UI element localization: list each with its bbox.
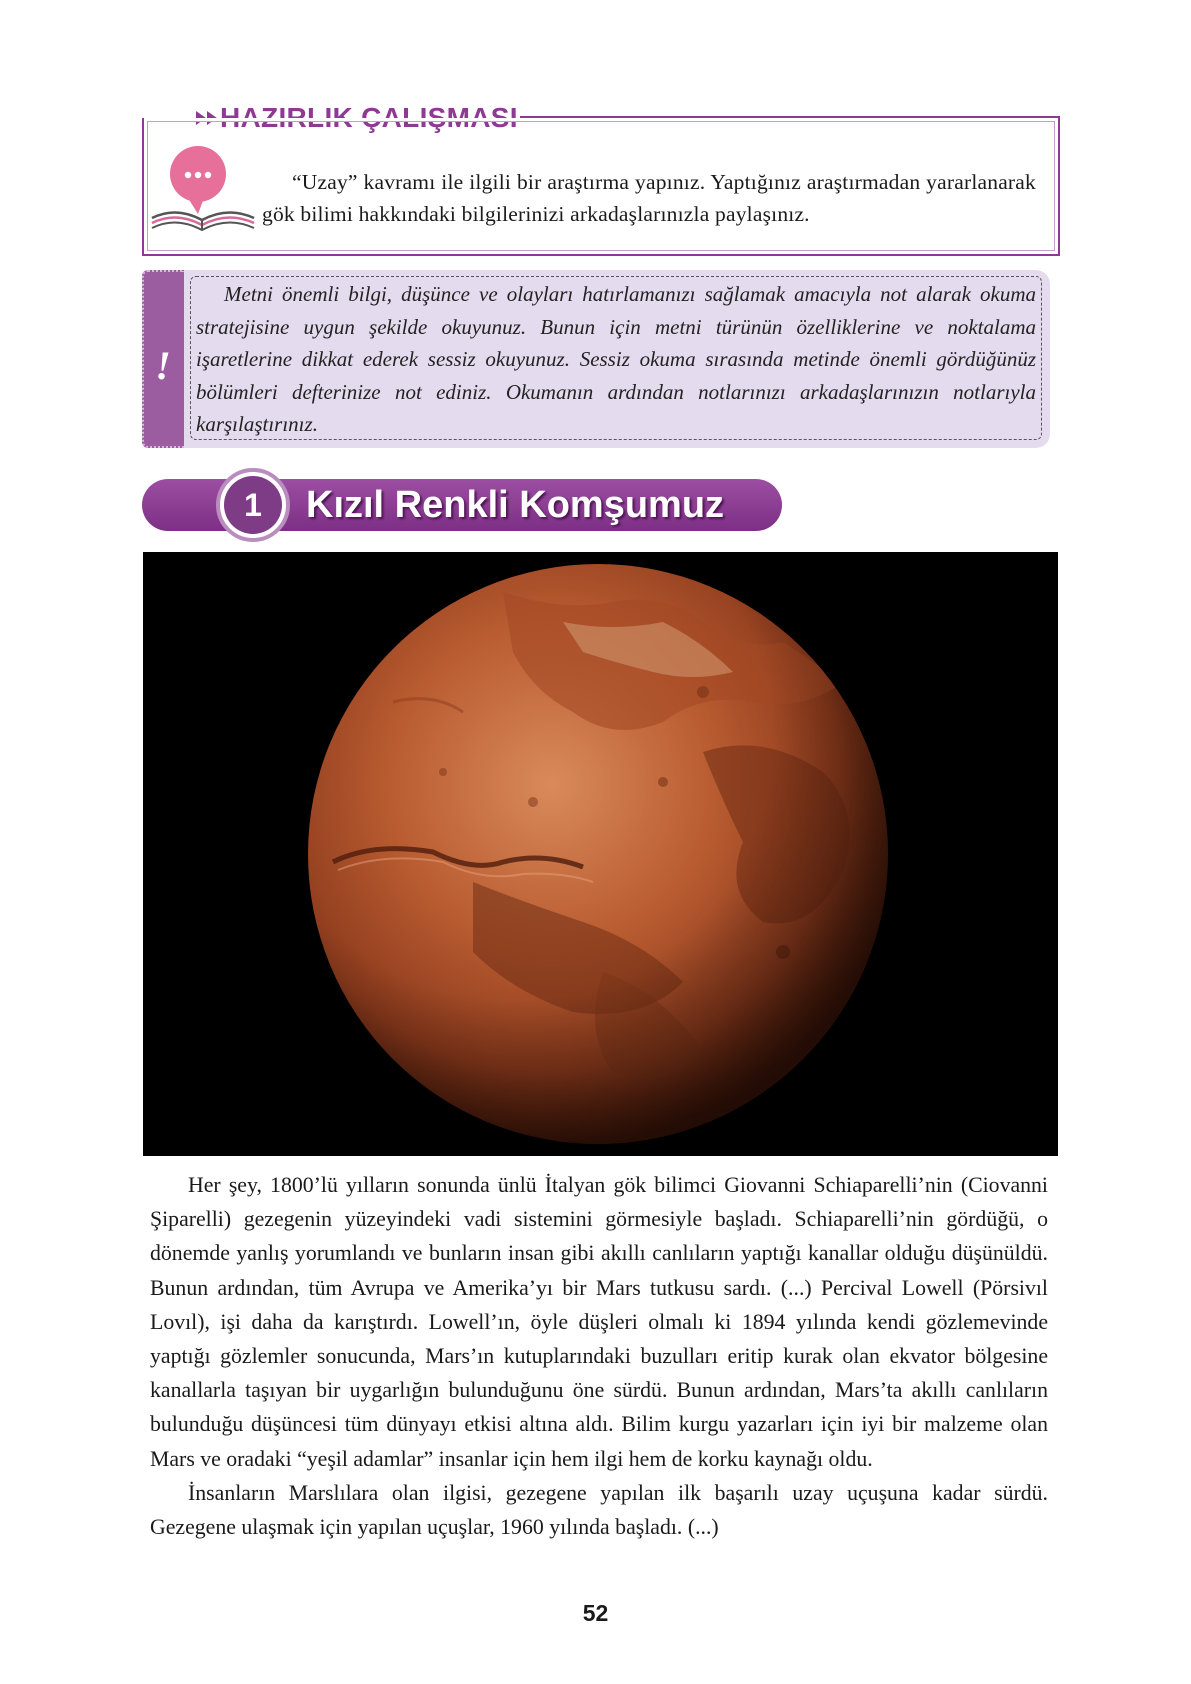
preparation-title: HAZIRLIK ÇALIŞMASI [220,102,518,133]
exclamation-icon: ! [155,343,171,388]
section-title: Kızıl Renkli Komşumuz [306,484,725,526]
body-paragraph: İnsanların Marslılara olan ilgisi, gezegene yapılan ilk başarılı uzay uçuşuna kadar sürdü. Gezegene ulaşmak için yapılan uçuşlar, 1960 yılında başladı. (...) [150,1480,1048,1540]
speech-book-icon [148,140,260,232]
preparation-text: “Uzay” kavramı ile ilgili bir araştırma yapınız. Yaptığınız araştırmadan yararlanarak gök bilimi hakkındaki bilgilerinizi arkadaşlarınızla paylaşınız. [262,170,1036,226]
body-paragraph: Her şey, 1800’lü yılların sonunda ünlü İtalyan gök bilimci Giovanni Schiaparelli’nin (Ciovanni Şiparelli) gezegenin yüzeyindeki vadi sistemini görmesiyle başladı. Schiaparelli’nin gördüğü, o dönemde yanlış yorumlandı ve bunların insan gibi akıllı canlıların yaptığı kanallar olduğu düşünüldü. Bunun ardından, tüm Avrupa ve Amerika’yı bir Mars tutkusu sardı. (...) Percival Lowell (Pörsivıl Lovıl), işi daha da karıştırdı. Lowell’ın, öyle düşleri olmalı ki 1894 yılında kendi gözlemevinde yaptığı gözlemler sonucunda, Mars’ın kutuplarındaki buzulları eritip kurak olan ekvator bölgesine kanallarla taşıyan bir uygarlığın bulunduğunu öne sürdü. Bunun ardından, Mars’ta akıllı canlıların bulunduğu düşüncesi tüm dünyayı etkisi altına aldı. Bilim kurgu yazarları için iyi bir malzeme olan Mars ve oradaki “yeşil adamlar” insanlar için hem ilgi hem de korku kaynağı oldu. [150,1173,1048,1471]
mars-photo [143,552,1058,1156]
section-number: 1 [224,476,282,534]
page-number: 52 [582,1600,609,1626]
body-text [150,1168,1048,1544]
reading-note-text: Metni önemli bilgi, düşünce ve olayları hatırlamanızı sağlamak amacıyla not alarak okuma stratejisine uygun şekilde okuyunuz. Bunun için metni türünün özelliklerine ve noktalama işaretlerine dikkat ederek sessiz okuyunuz. Sessiz okuma sırasında metinde önemli gördüğünüz bölümleri defterinize not ediniz. Okumanın ardından notlarınızı arkadaşlarınızın notlarıyla karşılaştırınız. [196,282,1036,436]
mars-planet-illustration [143,552,1058,1156]
